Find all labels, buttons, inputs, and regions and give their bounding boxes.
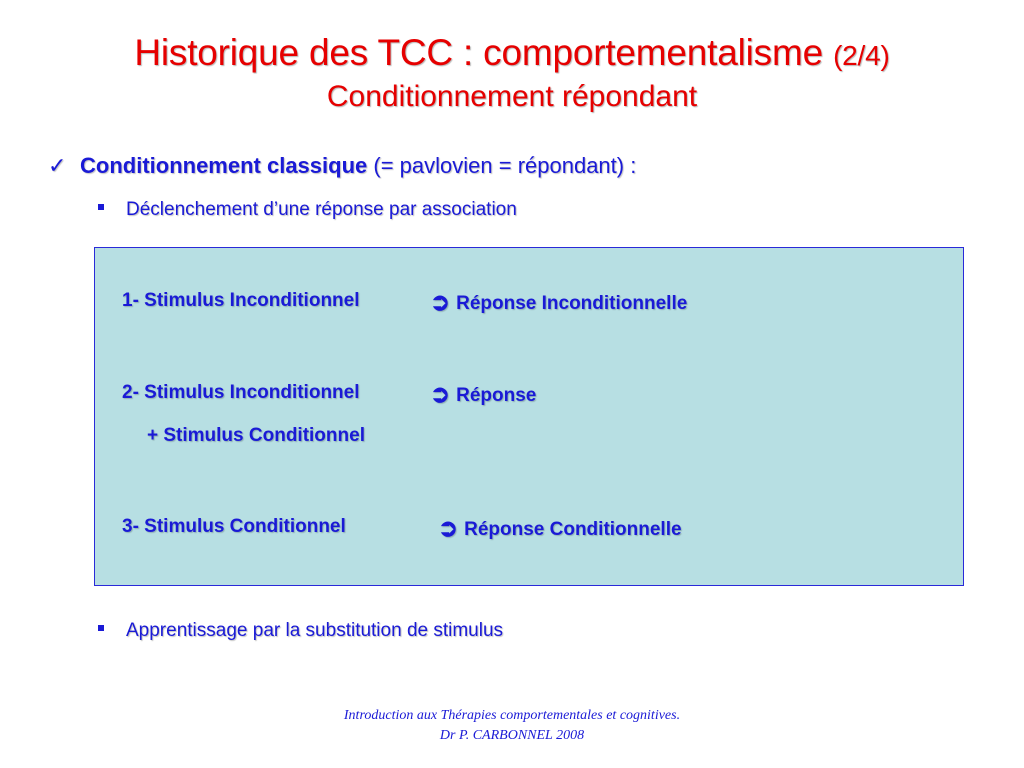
slide-title (0, 30, 1024, 115)
title-main-text: Historique des TCC : comportementalisme (134, 32, 823, 73)
curved-arrow-right-icon: ➲ (430, 381, 451, 408)
title-part: (2/4) (833, 40, 890, 71)
curved-arrow-right-icon: ➲ (438, 515, 459, 542)
check-icon: ✓ (48, 153, 67, 178)
title-subtitle: Conditionnement répondant (326, 80, 698, 113)
bullet-item-association (98, 199, 517, 221)
main-point-bold: Conditionnement classique (80, 153, 368, 178)
step-1-response: Réponse Inconditionnelle (456, 293, 688, 314)
step-2-extra: + Stimulus Conditionnel (147, 425, 365, 446)
step-3-right (438, 513, 682, 542)
bullet-text: Apprentissage par la substitution de stimulus (126, 620, 504, 641)
footer-line-2: Dr P. CARBONNEL 2008 (439, 728, 585, 743)
title-main (0, 30, 1024, 79)
step-2-left: 2- Stimulus Inconditionnel (122, 382, 360, 403)
conditioning-steps-box (94, 247, 964, 586)
curved-arrow-right-icon: ➲ (430, 289, 451, 316)
step-1-right (430, 287, 687, 316)
square-bullet-icon (98, 625, 104, 631)
step-2-response: Réponse (456, 385, 537, 406)
main-point-rest: (= pavlovien = répondant) : (367, 153, 637, 178)
bullet-text: Déclenchement d’une réponse par association (126, 199, 517, 220)
bullet-item-substitution (98, 620, 503, 642)
step-2-right (430, 379, 536, 408)
square-bullet-icon (98, 204, 104, 210)
slide-footer (0, 706, 1024, 746)
main-point (48, 153, 636, 179)
step-3-left: 3- Stimulus Conditionnel (122, 516, 346, 537)
footer-line-1: Introduction aux Thérapies comportementales et cognitives. (343, 708, 681, 723)
step-1-left: 1- Stimulus Inconditionnel (122, 290, 360, 311)
step-3-response: Réponse Conditionnelle (464, 519, 682, 540)
